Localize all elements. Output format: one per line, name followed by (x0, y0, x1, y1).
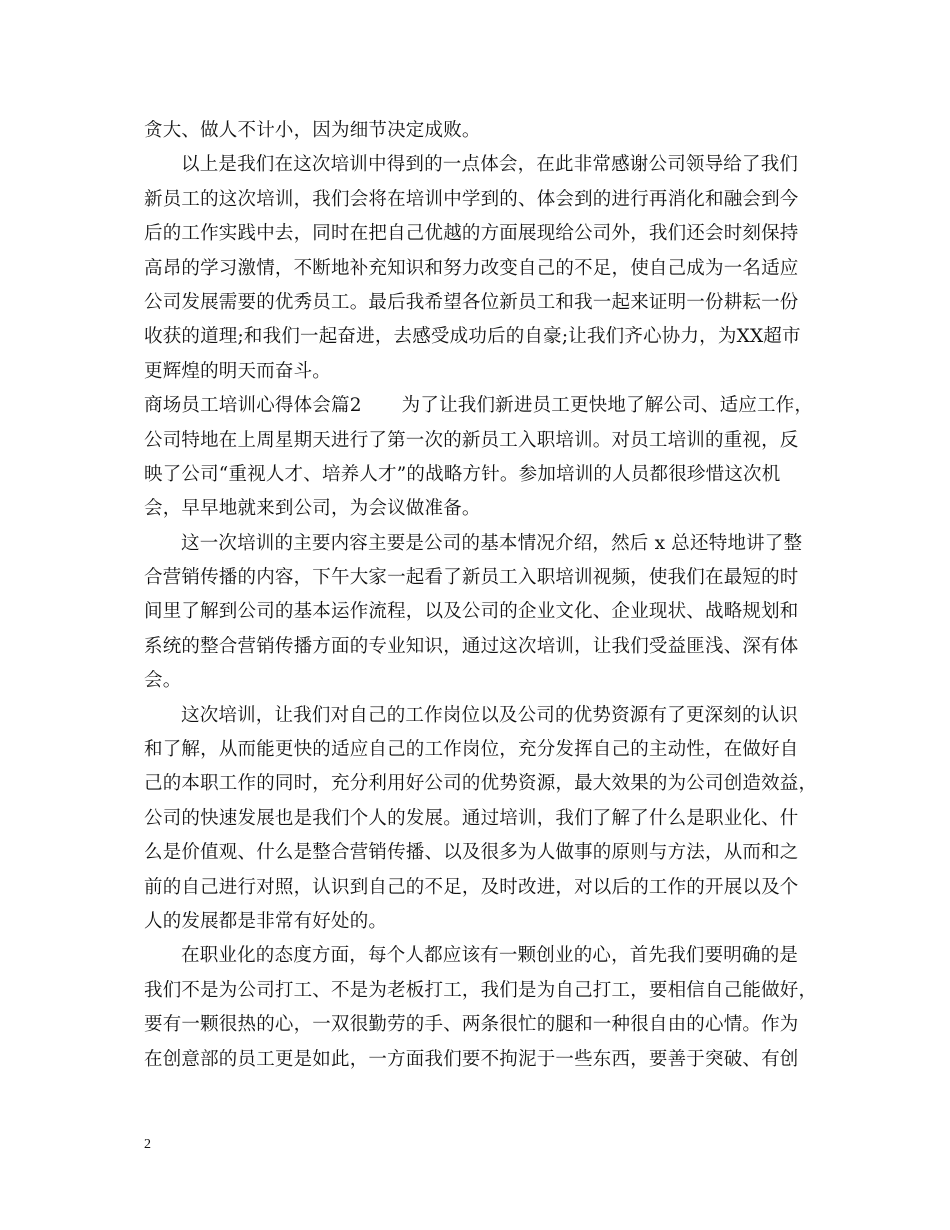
text-line: 我们不是为公司打工、不是为老板打工，我们是为自己打工，要相信自己能做好， (144, 979, 818, 1001)
text-line: 公司发展需要的优秀员工。最后我希望各位新员工和我一起来证明一份耕耘一份 (144, 291, 799, 313)
text-line: 会，早早地就来到公司，为会议做准备。 (144, 498, 481, 520)
text-line: 和了解，从而能更快的适应自己的工作岗位，充分发挥自己的主动性，在做好自 (144, 739, 799, 761)
text-line: 己的本职工作的同时，充分利用好公司的优势资源，最大效果的为公司创造效益， (144, 773, 818, 795)
document-body (144, 114, 816, 1077)
text-line: 新员工的这次培训，我们会将在培训中学到的、体会到的进行再消化和融会到今 (144, 188, 799, 210)
text-line: 间里了解到公司的基本运作流程，以及公司的企业文化、企业现状、战略规划和 (144, 601, 799, 623)
text-line: 前的自己进行对照，认识到自己的不足，及时改进，对以后的工作的开展以及个 (144, 876, 799, 898)
text-line: 合营销传播的内容，下午大家一起看了新员工入职培训视频，使我们在最短的时 (144, 567, 799, 589)
text-line: 更辉煌的明天而奋斗。 (144, 360, 332, 382)
text-line: 收获的道理;和我们一起奋进，去感受成功后的自豪;让我们齐心协力，为XX超市 (144, 326, 801, 348)
text-line: 系统的整合营销传播方面的专业知识，通过这次培训，让我们受益匪浅、深有体 (144, 635, 799, 657)
text-line: 要有一颗很热的心，一双很勤劳的手、两条很忙的腿和一种很自由的心情。作为 (144, 1014, 799, 1036)
text-line: 这一次培训的主要内容主要是公司的基本情况介绍，然后 x 总还特地讲了整 (181, 532, 803, 554)
text-line: 么是价值观、什么是整合营销传播、以及很多为人做事的原则与方法，从而和之 (144, 842, 799, 864)
text-line: 高昂的学习激情，不断地补充知识和努力改变自己的不足，使自己成为一名适应 (144, 257, 799, 279)
text-line: 贪大、做人不计小，因为细节决定成败。 (144, 120, 481, 141)
text-line: 这次培训，让我们对自己的工作岗位以及公司的优势资源有了更深刻的认识 (181, 704, 799, 726)
text-line: 以上是我们在这次培训中得到的一点体会，在此非常感谢公司领导给了我们 (181, 154, 799, 176)
text-line: 公司的快速发展也是我们个人的发展。通过培训，我们了解了什么是职业化、什 (144, 807, 799, 829)
page-number: 2 (144, 1137, 151, 1152)
text-line: 映了公司“重视人才、培养人才”的战略方针。参加培训的人员都很珍惜这次机 (144, 463, 781, 485)
section-heading-line (144, 389, 816, 423)
text-line: 后的工作实践中去，同时在把自己优越的方面展现给公司外，我们还会时刻保持 (144, 223, 799, 245)
section-heading: 商场员工培训心得体会篇2 (144, 395, 362, 417)
text-line: 人的发展都是非常有好处的。 (144, 910, 388, 932)
text-line: 为了让我们新进员工更快地了解公司、适应工作， (401, 395, 814, 417)
text-line: 在职业化的态度方面，每个人都应该有一颗创业的心，首先我们要明确的是 (181, 945, 799, 967)
text-line: 会。 (144, 670, 182, 692)
text-line: 公司特地在上周星期天进行了第一次的新员工入职培训。对员工培训的重视，反 (144, 429, 799, 451)
text-line: 在创意部的员工更是如此，一方面我们要不拘泥于一些东西，要善于突破、有创 (144, 1048, 799, 1070)
